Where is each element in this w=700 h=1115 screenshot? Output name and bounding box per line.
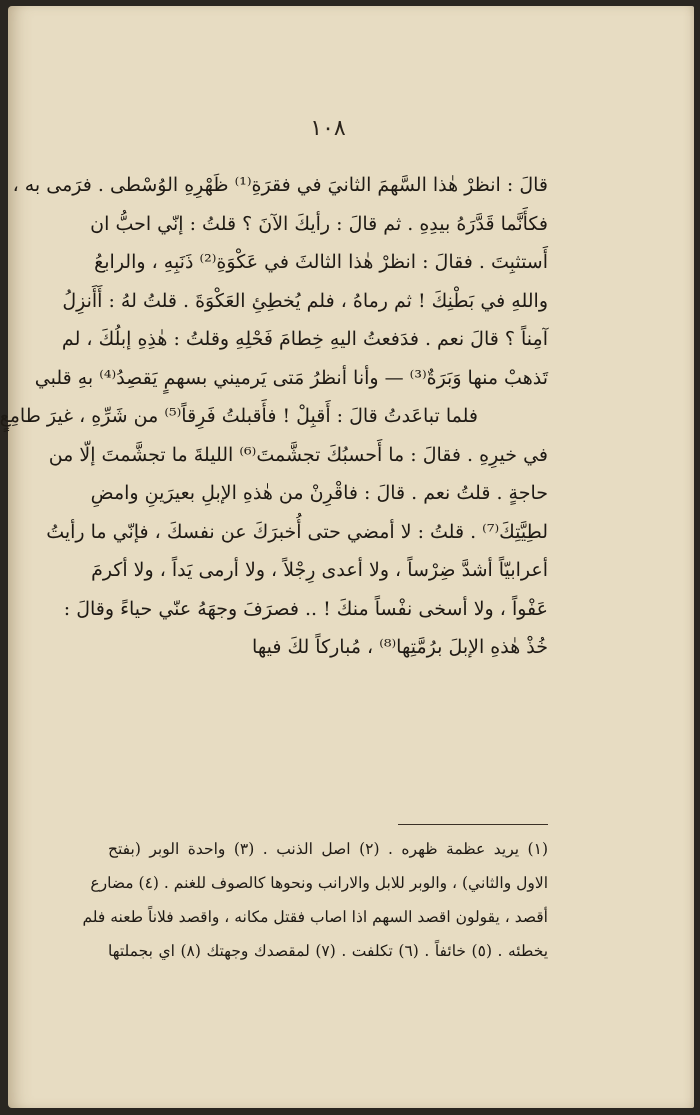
text-line: فكأَنَّما قَدَّرَهُ بيدِهِ . ثم قالَ : رأيكَ الآنَ ؟ قلتُ : إنّي احبُّ ان bbox=[90, 212, 548, 235]
text-line: في خيرِهِ . فقالَ : ما أَحسبُكَ تجشَّمتَ⁽⁶⁾ الليلةَ ما تجشَّمتَ إلّا من bbox=[48, 443, 548, 466]
text-line: أَستثبِتَ . فقالَ : انظرْ هٰذا الثالثَ في عَكْوَةِ⁽²⁾ ذَنَبِهِ ، والرابعُ bbox=[94, 251, 548, 273]
text-line-indented: فلما تباعَدتُ قالَ : أَقبِلْ ! فأَقبلتُ فَرِقاً⁽⁵⁾ من شَرِّهِ ، غيرَ طامِعٍ bbox=[0, 405, 478, 427]
footnote-line: الاول والثاني) ، والوبر للابل والارانب ونحوها كالصوف للغنم . (٤) مضارع bbox=[90, 874, 548, 892]
book-page bbox=[0, 6, 694, 1108]
text-line: تَذهبْ منها وَبَرَةٌ⁽³⁾ — وأنا أنظرُ مَتى يَرميني بسهمٍ يَقصِدُ⁽⁴⁾ بهِ قلبي bbox=[34, 366, 548, 389]
text-line: لطِيَّتِكَ⁽⁷⁾ . قلتُ : لا أمضي حتى أُخبرَكَ عن نفسكَ ، فإنّي ما رأيتُ bbox=[46, 520, 548, 543]
text-line: قالَ : انظرْ هٰذا السَّهمَ الثانيَ في فقرَةِ⁽¹⁾ ظَهْرِهِ الوُسْطى . فرَمى به ، bbox=[12, 174, 548, 196]
text-line: أعرابيّاً أشدَّ ضِرْساً ، ولا أعدى رِجْلاً ، ولا أرمى يَداً ، ولا أكرمَ bbox=[91, 559, 548, 581]
text-line: واللهِ في بَطْنِكَ ! ثم رماهُ ، فلم يُخطِئِ العَكْوَةَ . قلتُ لهُ : أَأَنزِلُ bbox=[62, 289, 548, 312]
main-text bbox=[0, 166, 548, 667]
page-number: ١٠٨ bbox=[310, 116, 346, 141]
footnote-line: (١) يريد عظمة ظهره . (٢) اصل الذنب . (٣) واحدة الوبر (بفتح bbox=[108, 840, 548, 858]
text-line: آمِناً ؟ قالَ نعم . فدَفعتُ اليهِ خِطامَ فَحْلِهِ وقلتُ : هٰذِهِ إبلُكَ ، لم bbox=[61, 328, 548, 350]
footnote-line: أقصد ، يقولون اقصد السهم اذا اصاب فقتل مكانه ، واقصد فلاناً طعنه فلم bbox=[82, 908, 548, 926]
footnote-line: يخطئه . (٥) خائفاً . (٦) تكلفت . (٧) لمقصدك وجهتك (٨) اي بجملتها bbox=[108, 942, 549, 960]
text-line-last: خُذْ هٰذهِ الإبلَ برُمَّتِها⁽⁸⁾ ، مُباركاً لكَ فيها bbox=[252, 636, 548, 658]
text-line: عَفْواً ، ولا أسخى نفْساً منكَ ! .. فصرَفَ وجهَهُ عنّي حياءً وقالَ : bbox=[63, 597, 548, 620]
text-line: حاجةٍ . قلتُ نعم . قالَ : فاقْرِنْ من هٰذهِ الإبلِ بعيرَينِ وامضِ bbox=[90, 482, 548, 504]
footnote-divider bbox=[398, 824, 548, 825]
footnotes bbox=[82, 832, 549, 968]
